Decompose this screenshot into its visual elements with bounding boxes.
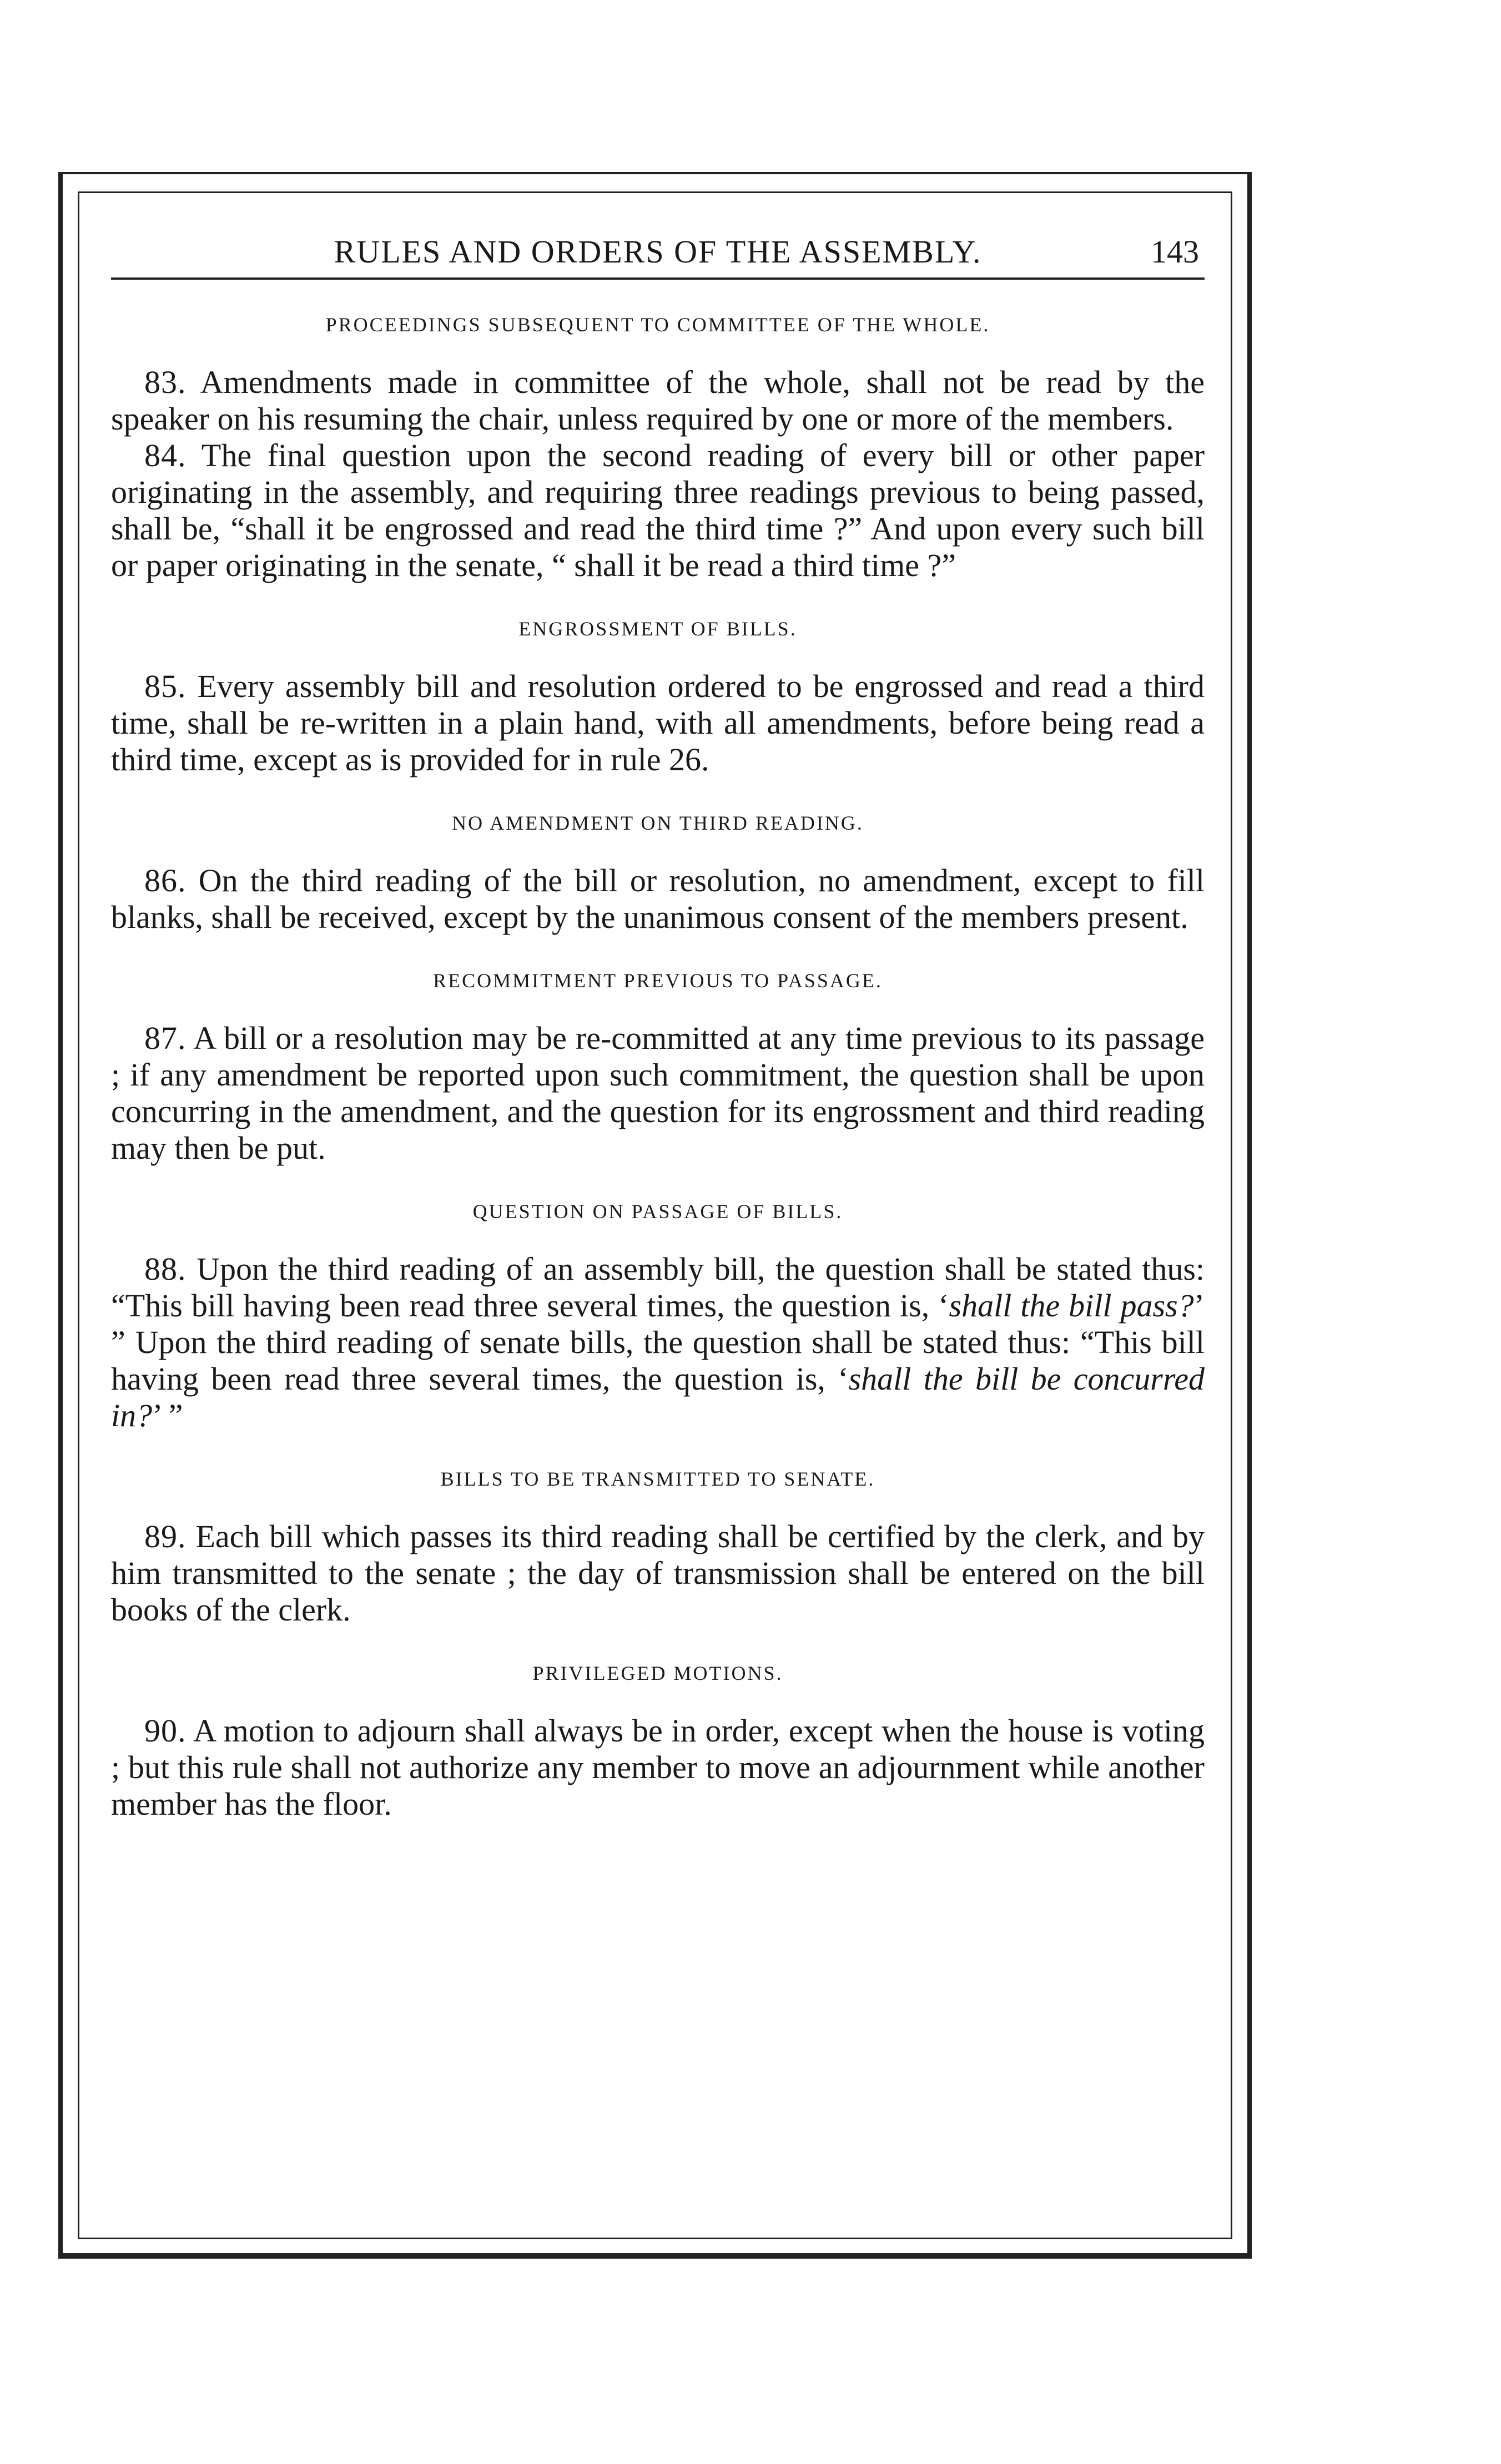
rule-paragraph xyxy=(111,437,1205,584)
rule-text: Amendments made in committee of the whole, shall not be read by the speaker on his resuming the chair, unless required by one or more of the members. xyxy=(111,364,1205,437)
rule-paragraph xyxy=(111,364,1205,437)
section-heading: PROCEEDINGS SUBSEQUENT TO COMMITTEE OF THE WHOLE. xyxy=(325,314,990,336)
rule-paragraph xyxy=(111,862,1205,936)
rule-text: A motion to adjourn shall always be in order, except when the house is voting ; but this rule shall not authorize any member to move an adjournment while another member has the floor. xyxy=(111,1713,1205,1822)
rule-number: 89. xyxy=(144,1518,187,1554)
rule-paragraph xyxy=(111,1020,1205,1167)
rule-text: The final question upon the second reading of every bill or other paper originating in the assembly, and requiring three readings previous to being passed, shall be, “shall it be engrossed and read the third time ?” And upon every such bill or paper originating in the senate, “ shall it be read a third time ?” xyxy=(111,437,1205,583)
page-title: RULES AND ORDERS OF THE ASSEMBLY. xyxy=(334,234,982,270)
rule-paragraph xyxy=(111,668,1205,778)
rule-italic-question: shall the bill pass? xyxy=(949,1287,1194,1324)
rule-text: Every assembly bill and resolution ordered to be engrossed and read a third time, shall be re-written in a plain hand, with all amendments, before being read a third time, except as is provided for in rule 26. xyxy=(111,668,1205,777)
rule-number: 84. xyxy=(144,437,187,473)
section-heading: BILLS TO BE TRANSMITTED TO SENATE. xyxy=(440,1468,875,1490)
page-number: 143 xyxy=(1151,234,1199,270)
rule-number: 88. xyxy=(144,1251,187,1287)
rule-paragraph xyxy=(111,1251,1205,1434)
rule-text: ’ ” xyxy=(152,1397,183,1433)
rule-text: On the third reading of the bill or resolution, no amendment, except to fill blanks, shall be received, except by the unanimous consent of the members present. xyxy=(111,862,1205,935)
section-heading: RECOMMITMENT PREVIOUS TO PASSAGE. xyxy=(433,970,883,992)
rule-text: Upon the third reading of an assembly bill, the question shall be stated thus: “This bill having been read three several times, the question is, ‘ xyxy=(111,1251,1205,1324)
rule-text: Each bill which passes its third reading shall be certified by the clerk, and by him transmitted to the senate ; the day of transmission shall be entered on the bill books of the clerk. xyxy=(111,1518,1205,1628)
rule-paragraph xyxy=(111,1518,1205,1628)
rule-number: 86. xyxy=(144,862,187,898)
rule-number: 90. xyxy=(144,1713,187,1749)
rule-paragraph xyxy=(111,1713,1205,1822)
rule-italic-question: shall the bill be concurred in? xyxy=(111,1361,1205,1433)
section-heading: ENGROSSMENT OF BILLS. xyxy=(518,618,797,640)
rule-text: ’ ” Upon the third reading of senate bills, the question shall be stated thus: “This bill having been read three several times, the question is, ‘ xyxy=(111,1287,1205,1397)
section-heading: QUESTION ON PASSAGE OF BILLS. xyxy=(472,1200,843,1223)
rule-number: 85. xyxy=(144,668,187,704)
running-head xyxy=(111,222,1205,280)
rule-number: 83. xyxy=(144,364,187,400)
page-content xyxy=(111,222,1205,1822)
rule-number: 87. xyxy=(144,1020,187,1056)
section-heading: NO AMENDMENT ON THIRD READING. xyxy=(452,812,864,834)
section-heading: PRIVILEGED MOTIONS. xyxy=(532,1662,783,1684)
rule-text: A bill or a resolution may be re-committed at any time previous to its passage ; if any amendment be reported upon such commitment, the question shall be upon concurring in the amendment, and the question for its engrossment and third reading may then be put. xyxy=(111,1020,1205,1166)
